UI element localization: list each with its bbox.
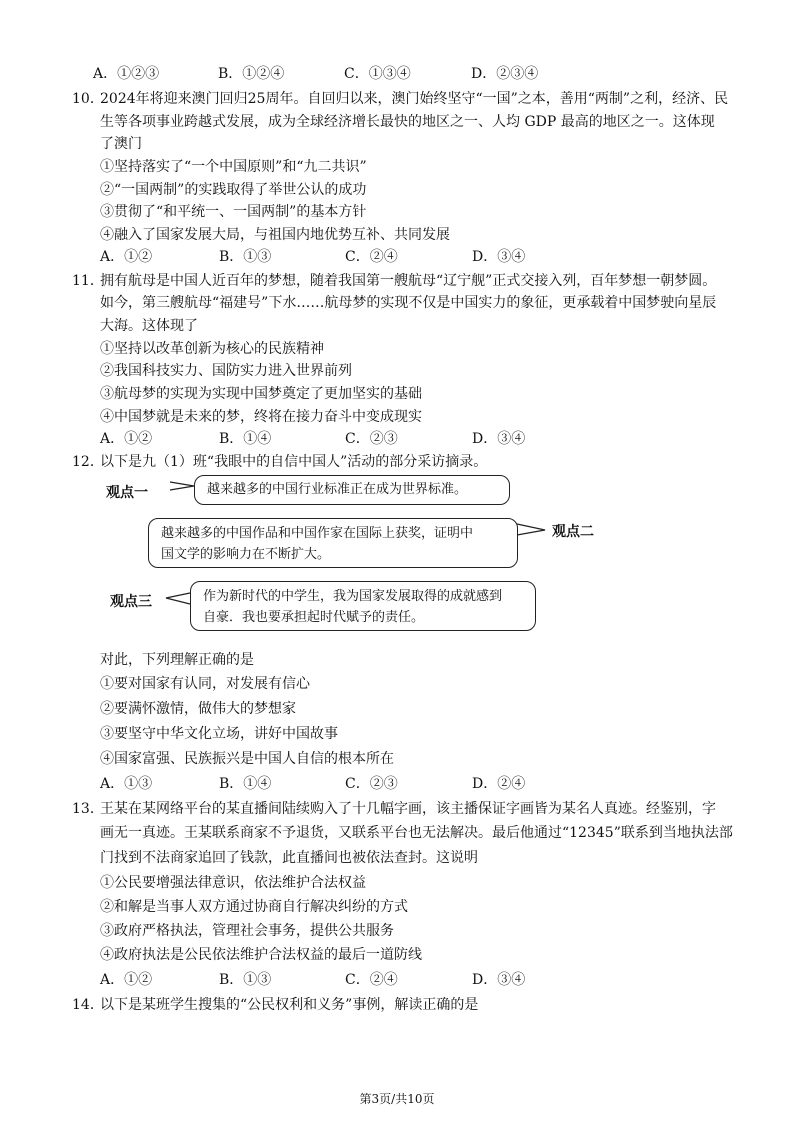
q10-item-3: ③贯彻了“和平统一、一国两制”的基本方针 — [100, 204, 367, 220]
q11-number: 11． — [72, 273, 104, 289]
view-1-bubble — [194, 475, 510, 505]
q12-item-3: ③要坚守中华文化立场，讲好中国故事 — [100, 726, 338, 742]
q12-question: 对此，下列理解正确的是 — [100, 652, 254, 668]
q11-stem-line-1: 拥有航母是中国人近百年的梦想，随着我国第一艘航母“辽宁舰”正式交接入列，百年梦想一朝梦圆。 — [100, 273, 717, 289]
view-2-text-line-1: 越来越多的中国作品和中国作家在国际上获奖，证明中 — [161, 526, 474, 541]
q10-stem-line-3: 了澳门 — [100, 136, 142, 152]
q12-option-b: B．①④ — [219, 776, 272, 792]
page-footer: 第3页/共10页 — [359, 1092, 435, 1106]
q14-stem: 以下是某班学生搜集的“公民权利和义务”事例，解读正确的是 — [100, 997, 479, 1013]
q10-item-2: ②“一国两制”的实践取得了举世公认的成功 — [100, 182, 367, 198]
q11-item-2: ②我国科技实力、国防实力进入世界前列 — [100, 363, 352, 379]
q10-stem-line-2: 生等各项事业跨越式发展，成为全球经济增长最快的地区之一、人均 GDP 最高的地区之一。这体现 — [100, 114, 715, 130]
q12-stem: 以下是九（1）班“我眼中的自信中国人”活动的部分采访摘录。 — [100, 454, 488, 470]
q11-item-4: ④中国梦就是未来的梦，终将在接力奋斗中变成现实 — [100, 409, 422, 425]
q12-item-1: ①要对国家有认同，对发展有信心 — [100, 676, 310, 692]
q12-option-c: C．②③ — [345, 776, 398, 792]
q13-stem-line-1: 王某在某网络平台的某直播间陆续购入了十几幅字画，该主播保证字画皆为某名人真迹。经鉴别，字 — [100, 801, 716, 817]
q13-option-c: C．②④ — [345, 972, 398, 988]
q10-option-b: B．①③ — [219, 249, 272, 265]
q12-option-a: A．①③ — [100, 776, 153, 792]
q9-option-c: C．①③④ — [344, 66, 411, 82]
q10-stem-line-1: 2024年将迎来澳门回归25周年。自回归以来，澳门始终坚守“一国”之本，善用“两制”之利，经济、民 — [100, 91, 729, 107]
q13-option-a: A．①② — [100, 972, 153, 988]
q10-option-d: D．③④ — [472, 249, 526, 265]
view-3-label: 观点三 — [110, 594, 152, 610]
q13-item-4: ④政府执法是公民依法维护合法权益的最后一道防线 — [100, 947, 422, 963]
q11-option-a: A．①② — [100, 431, 153, 447]
q11-item-3: ③航母梦的实现为实现中国梦奠定了更加坚实的基础 — [100, 386, 422, 402]
view-1-label: 观点一 — [106, 485, 148, 501]
view-3-text-line-2: 自豪．我也要承担起时代赋予的责任。 — [203, 610, 425, 625]
view-2-label: 观点二 — [552, 524, 594, 540]
q13-number: 13． — [72, 801, 104, 817]
q9-option-a: A．①②③ — [93, 66, 160, 82]
view-3-bubble — [190, 581, 536, 631]
q13-option-b: B．①③ — [219, 972, 272, 988]
q13-option-d: D．③④ — [472, 972, 526, 988]
q13-stem-line-3: 门找到不法商家追回了钱款，此直播间也被依法查封。这说明 — [100, 850, 478, 866]
q13-item-1: ①公民要增强法律意识，依法维护合法权益 — [100, 875, 366, 891]
view-2-bubble — [148, 518, 518, 568]
q10-option-c: C．②④ — [345, 249, 398, 265]
q9-option-d: D．②③④ — [471, 66, 539, 82]
q13-stem-line-2: 画无一真迹。王某联系商家不予退货，又联系平台也无法解决。最后他通过“12345”联系到当地执法部 — [100, 825, 733, 841]
q11-option-c: C．②③ — [345, 431, 398, 447]
q14-number: 14． — [72, 997, 104, 1013]
q12-option-d: D．②④ — [472, 776, 526, 792]
q11-stem-line-3: 大海。这体现了 — [100, 318, 198, 334]
q12-item-4: ④国家富强、民族振兴是中国人自信的根本所在 — [100, 751, 394, 767]
q11-stem-line-2: 如今，第三艘航母“福建号”下水……航母梦的实现不仅是中国实力的象征，更承载着中国梦驶向星辰 — [100, 295, 717, 311]
q9-option-b: B．①②④ — [218, 66, 285, 82]
q12-item-2: ②要满怀激情，做伟大的梦想家 — [100, 701, 296, 717]
q11-item-1: ①坚持以改革创新为核心的民族精神 — [100, 341, 324, 357]
q13-item-3: ③政府严格执法，管理社会事务，提供公共服务 — [100, 923, 394, 939]
view-1-text: 越来越多的中国行业标准正在成为世界标准。 — [207, 482, 468, 497]
q10-item-1: ①坚持落实了“一个中国原则”和“九二共识” — [100, 159, 367, 175]
q10-option-a: A．①② — [100, 249, 153, 265]
q10-item-4: ④融入了国家发展大局，与祖国内地优势互补、共同发展 — [100, 227, 450, 243]
q12-number: 12． — [72, 454, 104, 470]
q13-item-2: ②和解是当事人双方通过协商自行解决纠纷的方式 — [100, 899, 408, 915]
q11-option-b: B．①④ — [219, 431, 272, 447]
view-2-text-line-2: 国文学的影响力在不断扩大。 — [161, 547, 331, 562]
q10-number: 10． — [72, 91, 104, 107]
q11-option-d: D．③④ — [472, 431, 526, 447]
view-3-text-line-1: 作为新时代的中学生，我为国家发展取得的成就感到 — [203, 589, 503, 604]
